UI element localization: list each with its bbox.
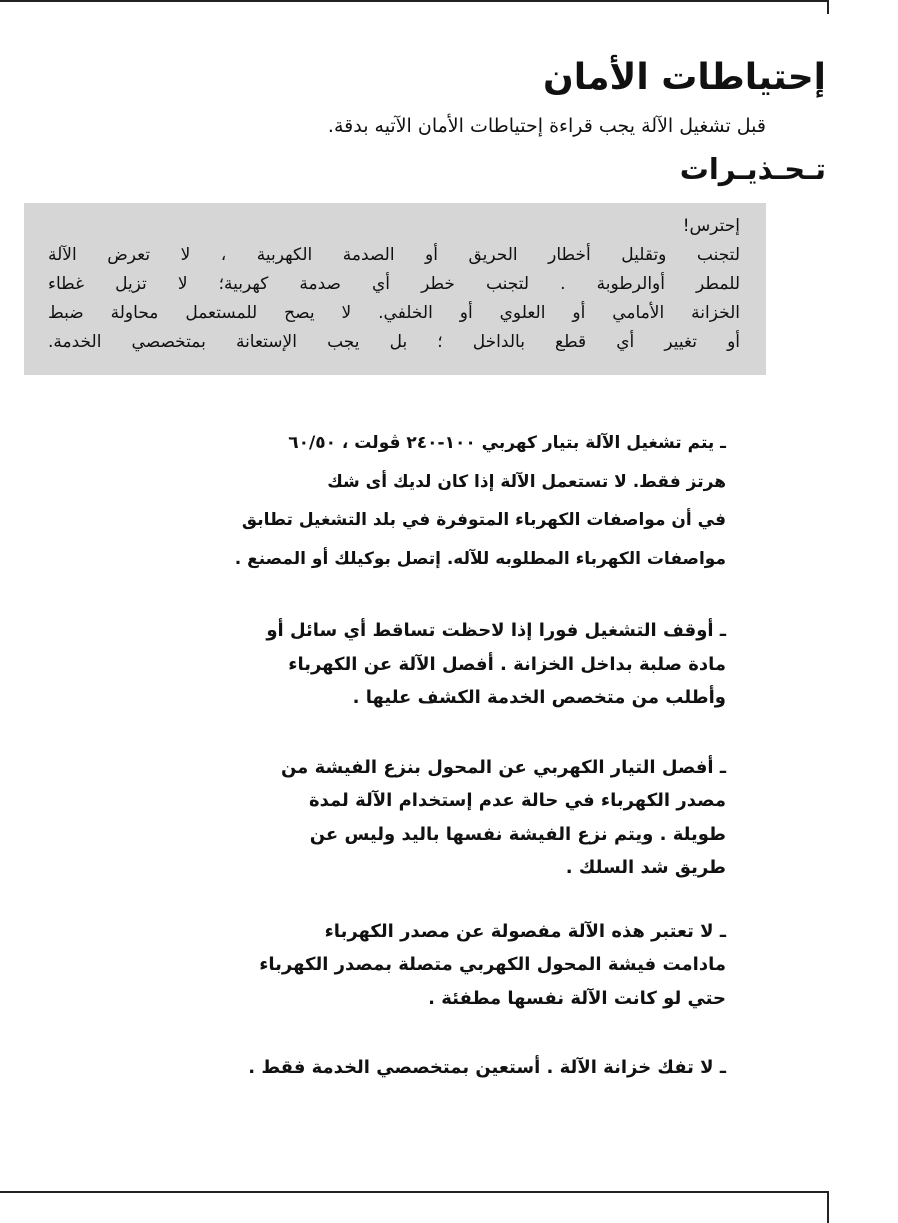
precaution-line: حتي لو كانت الآلة نفسها مطفئة . [428,987,726,1009]
intro-text: قبل تشغيل الآلة يجب قراءة إحتياطات الأمان الآتيه بدقة. [327,115,766,137]
precaution-item-unplug [206,751,726,885]
precaution-line: ـ أفصل التيار الكهربي عن المحول بنزع الفيشة من [280,756,726,778]
caution-box [24,203,766,375]
caution-line: أو تغيير أي قطع بالداخل ؛ بل يجب الإستعانة بمتخصصي الخدمة. [48,332,740,352]
page-title: إحتياطات الأمان [542,57,826,98]
precaution-item-power-rating [206,424,726,578]
precaution-line: طريق شد السلك . [565,857,726,878]
precaution-line: هرتز فقط. لا تستعمل الآلة إذا كان لديك أى شك [327,471,726,492]
precaution-item-still-connected [206,915,726,1016]
precaution-line: مصدر الكهرباء في حالة عدم إستخدام الآلة لمدة [308,790,726,811]
warnings-heading: تـحـذيـرات [679,152,826,186]
precaution-item-liquid [206,614,726,715]
precaution-item-cabinet [206,1051,726,1085]
precaution-line: ـ يتم تشغيل الآلة بتيار كهربي ١٠٠-٢٤٠ ڤولت ، ٦٠/٥٠ [288,433,726,453]
precaution-line: مادامت فيشة المحول الكهربي متصلة بمصدر الكهرباء [259,954,726,975]
precaution-line: وأطلب من متخصص الخدمة الكشف عليها . [352,687,726,708]
caution-line: لتجنب وتقليل أخطار الحريق أو الصدمة الكهربية ، لا تعرض الآلة [48,245,740,265]
bottom-rule-tick [827,1191,829,1223]
caution-line: للمطر أوالرطوبة . لتجنب خطر أي صدمة كهربية؛ لا تزيل غطاء [48,274,740,294]
precaution-line: طويلة . ويتم نزع الفيشة نفسها باليد وليس عن [309,823,726,845]
top-rule-tick [827,0,829,14]
precaution-line: ـ لا تعتبر هذه الآلة مفصولة عن مصدر الكهرباء [324,920,726,942]
bottom-rule [0,1191,828,1193]
caution-line: الخزانة الأمامي أو العلوي أو الخلفي. لا يصح للمستعمل محاولة ضبط [48,303,740,323]
top-rule [0,0,828,2]
precaution-line: ـ لا تفك خزانة الآلة . أستعين بمتخصصي الخدمة فقط . [248,1057,726,1078]
precaution-line: مواصفات الكهرباء المطلوبه للآله. إتصل بوكيلك أو المصنع . [234,548,726,569]
precautions-list [206,424,726,1085]
precaution-line: ـ أوقف التشغيل فورا إذا لاحظت تساقط أي سائل أو [266,620,726,641]
caution-label: إحترس! [682,216,740,236]
precaution-line: مادة صلبة بداخل الخزانة . أفصل الآلة عن الكهرباء [288,653,726,675]
precaution-line: في أن مواصفات الكهرباء المتوفرة في بلد التشغيل تطابق [241,510,726,530]
